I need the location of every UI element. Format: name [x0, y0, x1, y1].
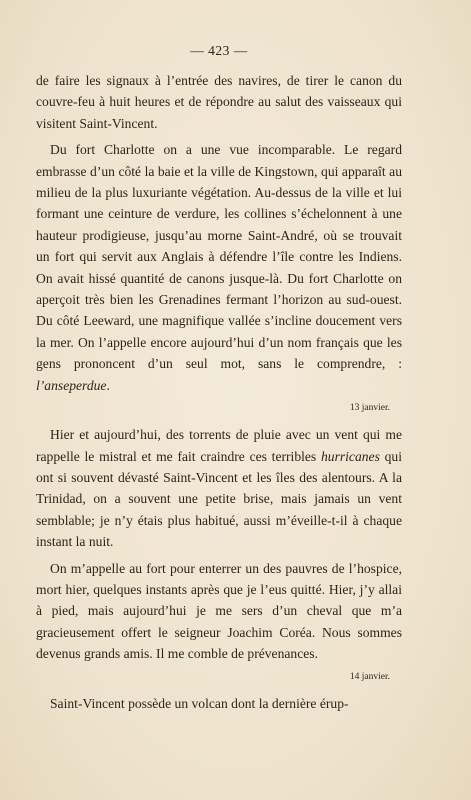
paragraph-4: [36, 558, 402, 665]
paragraph-3-italic-term: hurricanes: [320, 448, 380, 464]
paragraph-3: [36, 424, 402, 552]
date-heading-1: 13 janvier.: [349, 403, 390, 414]
paragraph-5-text: Saint-Vincent possède un volcan dont la dernière érup-: [50, 695, 349, 711]
paragraph-3-text-b: qui ont si souvent dévasté Saint-Vincent et les îles des alentours. A la Trinidad, on a souvent une petite brise, mais jamais un vent semblable; je n’y étais plus habitué, aussi m’éveille-t-il à chaque instant la nuit.: [36, 448, 402, 550]
page-number: — 423 —: [190, 43, 248, 58]
paragraph-2-italic-term: l’anseperdue: [36, 377, 107, 393]
paragraph-1-text: de faire les signaux à l’entrée des navires, de tirer le canon du couvre-feu à huit heures et de répondre au salut des vaisseaux qui visitent Saint-Vincent.: [36, 73, 402, 131]
paragraph-5: [36, 693, 402, 714]
paragraph-4-text: On m’appelle au fort pour enterrer un des pauvres de l’hospice, mort hier, quelques instants après que je l’eus quitté. Hier, j’y allai à pied, mais aujourd’hui je me sers d’un cheval que m’a gracieusement offert le seigneur Joachim Coréa. Nous sommes devenus grands amis. Il me comble de prévenances.: [36, 560, 402, 662]
date-heading-2: 14 janvier.: [349, 671, 390, 682]
paragraph-2-text: Du fort Charlotte on a une vue incomparable. Le regard embrasse d’un côté la baie et la ville de Kingstown, qui apparaît au milieu de la plus luxuriante végétation. Au-dessus de la ville et lui formant une ceinture de verdure, les collines s’échelonnent à une hauteur prodigieuse, jusqu’au morne Saint-André, où se trouvait un fort qui servit aux Anglais à défendre l’île contre les Indiens. On avait hissé quantité de canons jusque-là. Du fort Charlotte on aperçoit très bien les Grenadines fermant l’horizon au sud-ouest. Du côté Leeward, une magnifique vallée s’incline doucement vers la mer. On l’appelle encore aujourd’hui d’un nom français que les gens prononcent d’un seul mot, sans le comprendre, :: [36, 142, 402, 372]
paragraph-2-end: .: [106, 377, 110, 393]
paragraph-1: [36, 70, 402, 134]
paragraph-3-text-a: Hier et aujourd’hui, des torrents de pluie avec un vent qui me rappelle le mistral et me fait craindre ces terribles: [36, 427, 402, 464]
book-page: [36, 40, 402, 714]
paragraph-2: [36, 139, 402, 396]
